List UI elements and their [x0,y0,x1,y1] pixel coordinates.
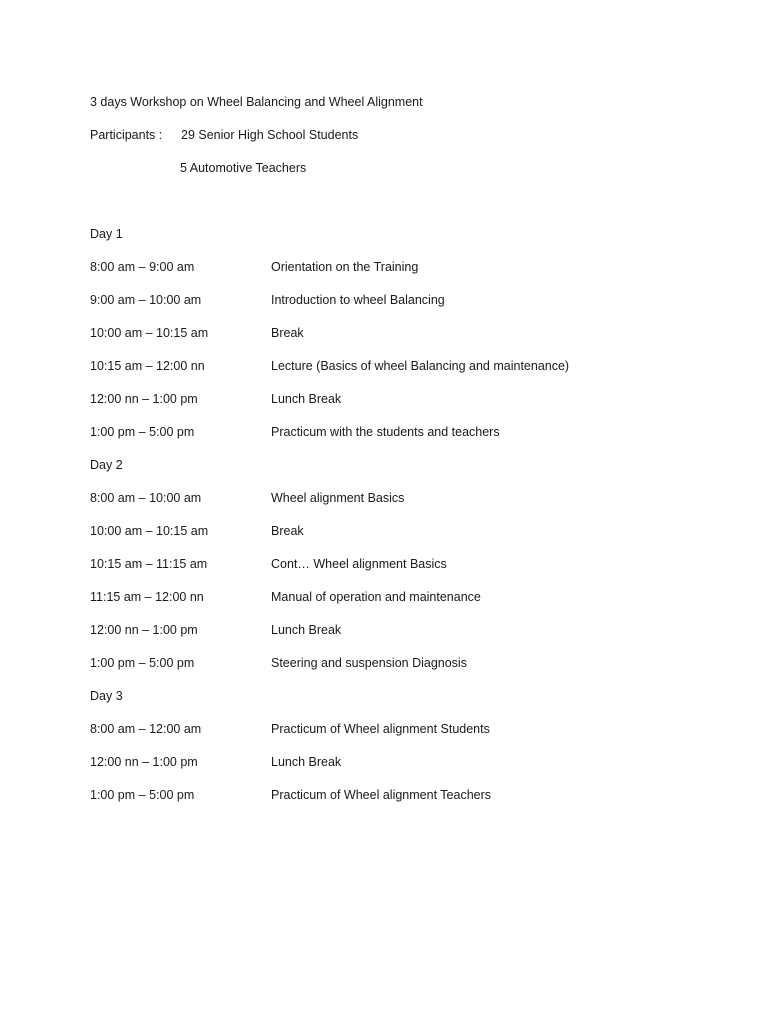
schedule-row [90,622,690,655]
time-slot: 1:00 pm – 5:00 pm [90,656,195,670]
schedule-table [90,226,690,820]
time-slot: 8:00 am – 12:00 am [90,722,202,736]
schedule-row [90,754,690,787]
day-label: Day 3 [90,689,123,703]
participants-teachers: 5 Automotive Teachers [180,161,307,175]
time-slot: 1:00 pm – 5:00 pm [90,425,195,439]
activity: Introduction to wheel Balancing [271,293,445,307]
participants-label: Participants : [90,128,163,142]
day-heading [90,688,690,721]
activity: Wheel alignment Basics [271,491,405,505]
activity: Break [271,524,304,538]
time-slot: 12:00 nn – 1:00 pm [90,392,198,406]
time-slot: 1:00 pm – 5:00 pm [90,788,195,802]
activity: Lunch Break [271,755,342,769]
day-heading [90,226,690,259]
activity: Lunch Break [271,623,342,637]
time-slot: 12:00 nn – 1:00 pm [90,623,198,637]
activity: Steering and suspension Diagnosis [271,656,467,670]
time-slot: 10:15 am – 12:00 nn [90,359,205,373]
time-slot: 9:00 am – 10:00 am [90,293,202,307]
activity: Break [271,326,304,340]
schedule-row [90,490,690,523]
schedule-row [90,589,690,622]
day-label: Day 2 [90,458,123,472]
activity: Lunch Break [271,392,342,406]
time-slot: 10:00 am – 10:15 am [90,326,209,340]
activity: Lecture (Basics of wheel Balancing and maintenance) [271,359,570,373]
activity: Practicum of Wheel alignment Students [271,722,490,736]
schedule-row [90,523,690,556]
schedule-row [90,721,690,754]
day-heading [90,457,690,490]
schedule-row [90,655,690,688]
activity: Orientation on the Training [271,260,419,274]
document-title: 3 days Workshop on Wheel Balancing and Wheel Alignment [90,95,423,109]
schedule-row [90,556,690,589]
participants-row [90,127,358,143]
day-label: Day 1 [90,227,123,241]
activity: Cont… Wheel alignment Basics [271,557,447,571]
time-slot: 10:00 am – 10:15 am [90,524,209,538]
activity: Practicum of Wheel alignment Teachers [271,788,492,802]
time-slot: 8:00 am – 10:00 am [90,491,202,505]
schedule-row [90,787,690,820]
time-slot: 8:00 am – 9:00 am [90,260,195,274]
schedule-row [90,424,690,457]
activity: Manual of operation and maintenance [271,590,481,604]
schedule-row [90,325,690,358]
time-slot: 11:15 am – 12:00 nn [90,590,204,604]
participants-students: 29 Senior High School Students [181,128,359,142]
schedule-row [90,358,690,391]
time-slot: 10:15 am – 11:15 am [90,557,208,571]
schedule-row [90,391,690,424]
schedule-row [90,259,690,292]
activity: Practicum with the students and teachers [271,425,500,439]
schedule-row [90,292,690,325]
time-slot: 12:00 nn – 1:00 pm [90,755,198,769]
